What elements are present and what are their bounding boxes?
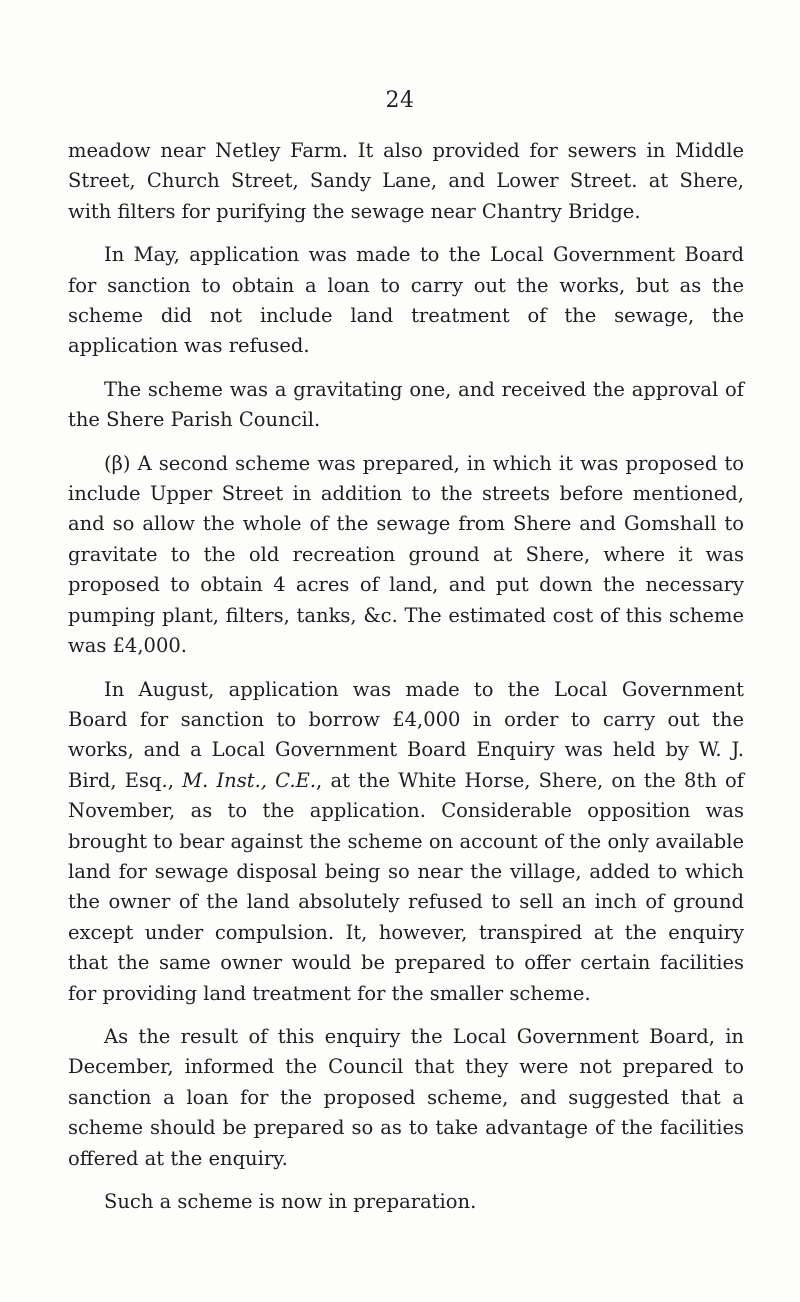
paragraph-december-result: As the result of this enquiry the Local Government Board, in December, informed the Council that they were not prepared to sanction a loan for the proposed scheme, and suggested that a scheme should be prepared so as to take advantage of the facilities offered at the enquiry. [68, 1024, 744, 1170]
enquiry-text-start: In August, application was made to the Local Government Board for sanction to borrow £4,000 in order to carry out the works, and a Local Government Board Enquiry was held by W. J. Bird, Esq., [68, 677, 744, 792]
page-number: 24 [385, 88, 415, 113]
paragraph-may-application: In May, application was made to the Local Government Board for sanction to obtain a loan to carry out the works, but as the scheme did not include land treatment of the sewage, the application was refused. [68, 243, 744, 358]
body-text [68, 136, 744, 1230]
paragraph-gravitating-scheme: The scheme was a gravitating one, and received the approval of the Shere Parish Council. [68, 377, 744, 432]
enquiry-text-end: , at the White Horse, Shere, on the 8th of November, as to the application. Considerable opposition was brought to bear against the scheme on account of the only available land for sewage disposal being so near the village, added to which the owner of the land absolutely refused to sell an inch of ground except under compulsion. It, however, transpired at the enquiry that the same owner would be prepared to offer certain facilities for providing land treatment for the smaller scheme. [68, 768, 745, 1005]
paragraph-closing: Such a scheme is now in preparation. [104, 1190, 477, 1213]
engineer-credentials: M. Inst., C.E. [182, 768, 317, 792]
paragraph-second-scheme: (β) A second scheme was prepared, in which it was proposed to include Upper Street in addition to the streets before mentioned, and so allow the whole of the sewage from Shere and Gomshall to gravitate to the old recreation ground at Shere, where it was proposed to obtain 4 acres of land, and put down the necessary pumping plant, filters, tanks, &c. The estimated cost of this scheme was £4,000. [68, 451, 744, 658]
paragraph-august-enquiry [68, 675, 744, 1009]
paragraph-continuation: meadow near Netley Farm. It also provided for sewers in Middle Street, Church Street, Sandy Lane, and Lower Street. at Shere, with filters for purifying the sewage near Chantry Bridge. [68, 139, 744, 223]
